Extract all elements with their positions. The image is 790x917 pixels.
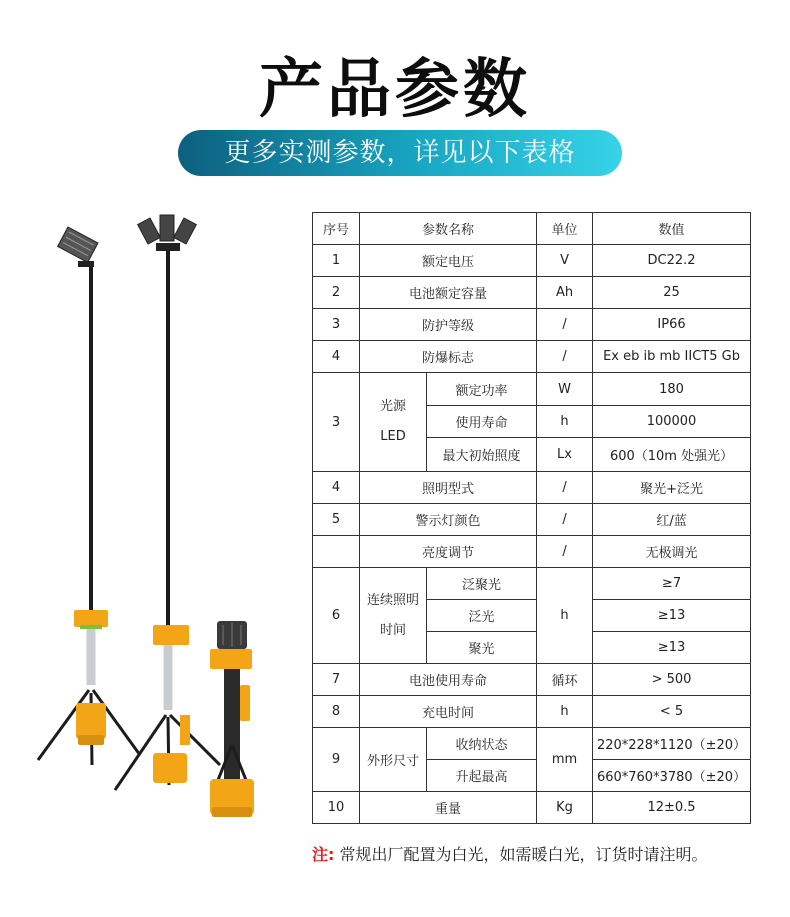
row-unit: / [537,472,593,504]
table-row [313,277,751,309]
row-unit: h [537,568,593,664]
row-name: 防爆标志 [360,341,537,373]
row-value: 660*760*3780（±20） [593,760,751,792]
tripod-work-lights-image [20,205,305,830]
tall-light-middle-icon [115,215,220,790]
page-title: 产品参数 [259,53,531,127]
header-unit: 单位 [537,213,593,245]
row-name: 防护等级 [360,309,537,341]
row-no: 10 [313,792,360,824]
row-unit: V [537,245,593,277]
table-row [313,696,751,728]
table-header-row [313,213,751,245]
row-value: 红/蓝 [593,504,751,536]
header-value: 数值 [593,213,751,245]
row-unit: 循环 [537,664,593,696]
header-name: 参数名称 [360,213,537,245]
row-name: 电池使用寿命 [360,664,537,696]
row-name: 使用寿命 [427,406,537,438]
row-name: 泛聚光 [427,568,537,600]
row-no: 5 [313,504,360,536]
size-group: 外形尺寸 [360,728,427,792]
spec-table [312,212,751,824]
row-no: 9 [313,728,360,792]
table-row [313,472,751,504]
row-name: 照明型式 [360,472,537,504]
row-no: 8 [313,696,360,728]
row-value: < 5 [593,696,751,728]
row-unit: / [537,504,593,536]
row-no: 6 [313,568,360,664]
row-value: 220*228*1120（±20） [593,728,751,760]
row-value: 100000 [593,406,751,438]
header-no: 序号 [313,213,360,245]
table-row [313,568,751,600]
row-unit: / [537,341,593,373]
table-row [313,245,751,277]
row-name: 电池额定容量 [360,277,537,309]
row-unit: W [537,373,593,406]
table-row [313,664,751,696]
row-no: 4 [313,472,360,504]
light-source-label: 光源 [379,399,406,414]
table-row [313,504,751,536]
footnote [312,842,708,865]
row-no [313,536,360,568]
row-value: 25 [593,277,751,309]
row-name: 额定电压 [360,245,537,277]
table-row [313,728,751,760]
row-value: 无极调光 [593,536,751,568]
row-no: 4 [313,341,360,373]
row-no: 3 [313,309,360,341]
row-value: ≥7 [593,568,751,600]
row-name: 聚光 [427,632,537,664]
row-name: 升起最高 [427,760,537,792]
tall-light-left-icon [38,227,140,765]
row-unit: Lx [537,438,593,472]
row-value: 180 [593,373,751,406]
row-name: 泛光 [427,600,537,632]
row-unit: / [537,536,593,568]
row-value: ≥13 [593,600,751,632]
table-row [313,341,751,373]
row-value: Ex eb ib mb IICT5 Gb [593,341,751,373]
row-name: 最大初始照度 [427,438,537,472]
duration-label-line1: 连续照明 [366,592,419,608]
row-value: > 500 [593,664,751,696]
light-source-type: LED [380,429,406,444]
row-value: 600（10m 处强光） [593,438,751,472]
row-value: DC22.2 [593,245,751,277]
row-value: 聚光+泛光 [593,472,751,504]
row-name: 收纳状态 [427,728,537,760]
row-value: ≥13 [593,632,751,664]
stowed-light-right-icon [210,621,254,817]
row-no: 3 [313,373,360,472]
subtitle-banner: 更多实测参数，详见以下表格 [178,130,622,176]
row-name: 额定功率 [427,373,537,406]
row-no: 2 [313,277,360,309]
table-row [313,309,751,341]
row-value: 12±0.5 [593,792,751,824]
table-row [313,536,751,568]
light-source-group [360,373,427,472]
row-name: 亮度调节 [360,536,537,568]
row-no: 7 [313,664,360,696]
duration-group [360,568,427,664]
row-unit: / [537,309,593,341]
footnote-label: 注: [312,845,335,864]
row-unit: Kg [537,792,593,824]
row-unit: h [537,696,593,728]
table-row [313,373,751,406]
row-name: 充电时间 [360,696,537,728]
row-name: 重量 [360,792,537,824]
row-value: IP66 [593,309,751,341]
row-unit: Ah [537,277,593,309]
footnote-text: 常规出厂配置为白光，如需暖白光，订货时请注明。 [334,845,708,864]
row-name: 警示灯颜色 [360,504,537,536]
row-unit: mm [537,728,593,792]
row-no: 1 [313,245,360,277]
duration-label-line2: 时间 [379,622,406,638]
row-unit: h [537,406,593,438]
table-row [313,792,751,824]
